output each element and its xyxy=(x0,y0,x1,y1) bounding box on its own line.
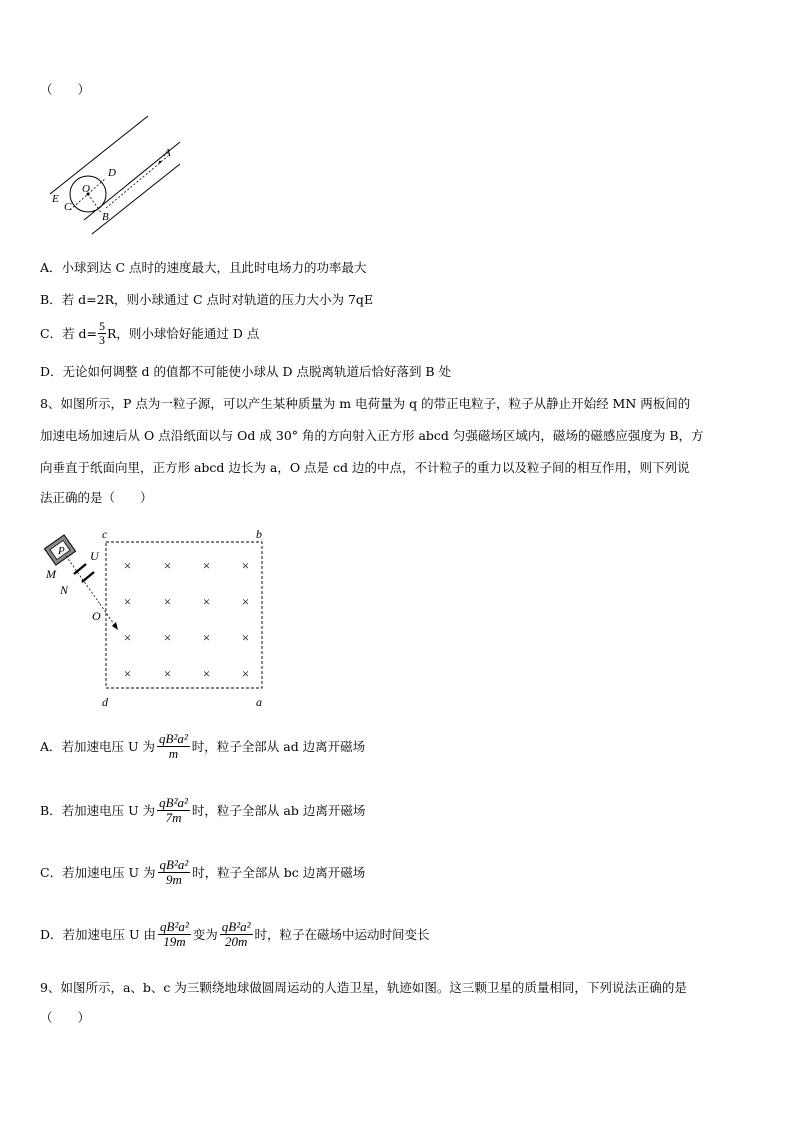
q8-a-post: 时，粒子全部从 ad 边离开磁场 xyxy=(191,738,366,754)
label-d: d xyxy=(102,695,108,709)
q8-b-num: qB²a² xyxy=(159,795,188,810)
svg-text:×: × xyxy=(241,594,250,609)
q8-option-c xyxy=(40,858,365,887)
q8-stem-line1: 8、如图所示，P 点为一粒子源，可以产生某种质量为 m 电荷量为 q 的带正电粒子，粒子从静止开始经 MN 两板间的 xyxy=(40,396,691,411)
label-E: E xyxy=(52,193,59,205)
q8-b-fraction xyxy=(157,796,190,825)
q8-option-d xyxy=(40,920,430,949)
q7-option-a: A．小球到达 C 点时的速度最大，且此时电场力的功率最大 xyxy=(40,260,367,275)
svg-text:×: × xyxy=(163,666,172,681)
svg-text:×: × xyxy=(241,630,250,645)
q7-option-c-prefix: C．若 d= xyxy=(40,325,98,341)
q9-stem-line2: （ ） xyxy=(40,1010,91,1025)
q8-d-mid: 变为 xyxy=(192,926,218,942)
label-C: C xyxy=(64,201,72,213)
q8-c-pre: C．若加速电压 U 为 xyxy=(40,864,156,880)
q7-option-b: B．若 d=2R，则小球通过 C 点时对轨道的压力大小为 7qE xyxy=(40,292,374,307)
q8-d-post: 时，粒子在磁场中运动时间变长 xyxy=(254,926,430,942)
svg-text:×: × xyxy=(202,594,211,609)
svg-text:×: × xyxy=(123,594,132,609)
q8-a-num: qB²a² xyxy=(159,731,188,746)
q8-c-num: qB²a² xyxy=(159,857,189,872)
label-M: M xyxy=(46,567,56,581)
q8-a-den: m xyxy=(168,746,179,761)
svg-text:×: × xyxy=(202,558,211,573)
q8-option-b xyxy=(40,796,365,825)
q8-d-den2: 20m xyxy=(224,934,248,949)
q9-stem-line1: 9、如图所示，a、b、c 为三颗绕地球做圆周运动的人造卫星，轨迹如图。这三颗卫星的质量相同，下列说法正确的是 xyxy=(40,980,687,995)
q8-b-post: 时，粒子全部从 ab 边离开磁场 xyxy=(191,802,366,818)
q8-stem-line2: 加速电场加速后从 O 点沿纸面以与 Od 成 30° 角的方向射入正方形 abcd 匀强磁场区域内，磁场的磁感应强度为 B，方 xyxy=(40,428,704,443)
q7-option-c-suffix: R，则小球恰好能通过 D 点 xyxy=(107,325,260,341)
q8-diagram xyxy=(38,522,278,714)
svg-text:×: × xyxy=(241,666,250,681)
q8-d-pre: D．若加速电压 U 由 xyxy=(40,926,157,942)
label-P: P xyxy=(58,545,65,557)
svg-text:×: × xyxy=(163,630,172,645)
label-N: N xyxy=(60,583,69,597)
q8-d-fraction-1 xyxy=(158,920,191,949)
label-D: D xyxy=(108,167,116,179)
svg-text:×: × xyxy=(163,558,172,573)
svg-text:×: × xyxy=(202,666,211,681)
q8-c-den: 9m xyxy=(165,872,182,887)
q8-d-fraction-2 xyxy=(220,920,253,949)
q8-c-fraction xyxy=(158,858,191,887)
label-a: a xyxy=(256,695,262,709)
label-O: O xyxy=(82,183,90,195)
q8-d-den1: 19m xyxy=(163,934,186,949)
svg-text:×: × xyxy=(123,630,132,645)
label-O: O xyxy=(92,609,101,623)
svg-text:×: × xyxy=(202,630,211,645)
q7-option-c-fraction xyxy=(98,320,106,347)
q7-c-num: 5 xyxy=(99,319,106,333)
q7-option-d: D．无论如何调整 d 的值都不可能使小球从 D 点脱离轨道后恰好落到 B 处 xyxy=(40,364,452,379)
q8-stem-line3: 向垂直于纸面向里，正方形 abcd 边长为 a，O 点是 cd 边的中点，不计粒子的重力以及粒子间的相互作用，则下列说 xyxy=(40,460,690,475)
svg-text:×: × xyxy=(241,558,250,573)
q8-b-pre: B．若加速电压 U 为 xyxy=(40,802,156,818)
svg-text:×: × xyxy=(123,558,132,573)
label-A: A xyxy=(164,147,171,159)
q8-stem-line4: 法正确的是（ ） xyxy=(40,490,153,505)
q8-c-post: 时，粒子全部从 bc 边离开磁场 xyxy=(192,864,366,880)
label-B: B xyxy=(102,211,109,223)
q8-a-pre: A．若加速电压 U 为 xyxy=(40,738,156,754)
q7-diagram xyxy=(40,112,180,240)
q8-d-num1: qB²a² xyxy=(160,919,189,934)
label-c: c xyxy=(102,527,108,541)
q8-b-den: 7m xyxy=(165,810,182,825)
field-crosses xyxy=(123,558,250,681)
q8-a-fraction xyxy=(157,732,190,761)
svg-text:×: × xyxy=(163,594,172,609)
label-b: b xyxy=(256,527,262,541)
q8-d-num2: qB²a² xyxy=(221,919,251,934)
q7-c-den: 3 xyxy=(99,333,106,347)
svg-text:×: × xyxy=(123,666,132,681)
label-U: U xyxy=(90,549,99,563)
q8-option-a xyxy=(40,732,365,761)
q7-option-c xyxy=(40,320,259,347)
q7-bracket: （ ） xyxy=(40,82,91,97)
